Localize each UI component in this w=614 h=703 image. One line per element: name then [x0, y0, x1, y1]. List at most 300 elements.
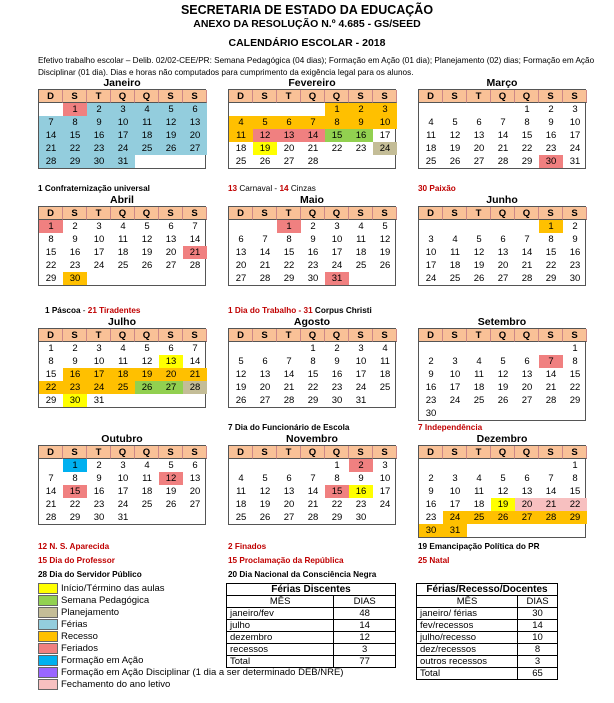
- day-cell: 25: [467, 511, 491, 524]
- month-grid: [418, 445, 586, 538]
- empty-cell: [515, 459, 539, 472]
- day-cell: 12: [141, 234, 153, 245]
- note-fev-13: 13: [228, 184, 238, 193]
- day-cell: 25: [379, 382, 391, 393]
- day-cell: 16: [545, 130, 557, 141]
- weekday-header: Q: [491, 207, 515, 220]
- day-cell: 2: [72, 221, 78, 232]
- day-cell: 18: [473, 382, 485, 393]
- day-cell: 12: [449, 130, 461, 141]
- day-cell: 16: [349, 485, 373, 498]
- day-cell: 10: [331, 234, 343, 245]
- day-cell: 18: [117, 247, 129, 258]
- note-setembro: [418, 422, 482, 433]
- day-cell: 15: [569, 486, 581, 497]
- day-cell: 30: [63, 394, 87, 407]
- row-days: 77: [334, 656, 396, 668]
- day-cell: 10: [117, 473, 129, 484]
- weekday-header: S: [183, 329, 207, 342]
- day-cell: 9: [87, 116, 111, 129]
- day-cell: 14: [301, 129, 325, 142]
- empty-cell: [301, 459, 325, 472]
- day-cell: 14: [545, 486, 557, 497]
- day-cell: 30: [355, 512, 367, 523]
- weekday-header: S: [63, 446, 87, 459]
- day-cell: 9: [72, 356, 78, 367]
- table-row: [227, 632, 396, 644]
- day-cell: 7: [301, 116, 325, 129]
- day-cell: 29: [331, 512, 343, 523]
- day-cell: 18: [449, 260, 461, 271]
- row-days: 3: [518, 656, 558, 668]
- day-cell: 7: [262, 234, 268, 245]
- day-cell: 14: [545, 369, 557, 380]
- empty-cell: [539, 342, 563, 355]
- weekday-header: S: [253, 329, 277, 342]
- day-cell: 23: [63, 381, 87, 394]
- day-cell: 17: [111, 129, 135, 142]
- day-cell: 8: [334, 473, 340, 484]
- day-cell: 6: [286, 473, 292, 484]
- day-cell: 4: [135, 103, 159, 116]
- day-cell: 5: [159, 103, 183, 116]
- day-cell: 4: [144, 460, 150, 471]
- day-cell: 5: [144, 221, 150, 232]
- weekday-header: S: [183, 207, 207, 220]
- day-cell: 26: [235, 395, 247, 406]
- day-cell: 5: [500, 473, 506, 484]
- day-cell: 8: [48, 356, 54, 367]
- day-cell: 25: [425, 156, 437, 167]
- day-cell: 28: [283, 395, 295, 406]
- day-cell: 3: [358, 343, 364, 354]
- legend-swatch: [38, 679, 58, 690]
- month-10: [228, 433, 396, 525]
- note-abr-sep: -: [80, 306, 88, 315]
- day-cell: 17: [87, 368, 111, 381]
- month-0: [38, 77, 206, 169]
- day-cell: 11: [380, 356, 390, 367]
- weekday-header: T: [467, 329, 491, 342]
- legend-label: Planejamento: [61, 606, 120, 618]
- day-cell: 3: [452, 473, 458, 484]
- day-cell: 17: [355, 369, 367, 380]
- empty-cell: [229, 459, 253, 472]
- day-cell: 26: [135, 381, 159, 394]
- weekday-header: S: [443, 329, 467, 342]
- day-cell: 23: [69, 260, 81, 271]
- day-cell: 8: [63, 116, 87, 129]
- row-days: 30: [518, 608, 558, 620]
- day-cell: 21: [545, 382, 557, 393]
- row-month: dezembro: [227, 632, 334, 644]
- day-cell: 6: [524, 356, 530, 367]
- day-cell: 12: [497, 369, 509, 380]
- intro-paragraph: Efetivo trabalho escolar – Delib. 02/02-CEE/PR: Semana Pedagógica (04 dias); Formação em Ação (01 dia); Planejamento (02) dias; Formação em Ação Disciplinar (01 dia). Dias e horas não computados para cumprimento da exigência legal para os alunos.: [38, 56, 595, 77]
- day-cell: 21: [539, 498, 563, 511]
- note-maio: [228, 305, 372, 316]
- weekday-header: S: [349, 90, 373, 103]
- weekday-header: T: [277, 329, 301, 342]
- note-mai-trabalho: 1 Dia do Trabalho - 31: [228, 306, 313, 315]
- day-cell: 11: [142, 473, 152, 484]
- day-cell: 29: [45, 273, 57, 284]
- table-row: [417, 656, 558, 668]
- row-month: recessos: [227, 644, 334, 656]
- day-cell: 18: [235, 143, 247, 154]
- weekday-header: D: [229, 207, 253, 220]
- empty-cell: [253, 103, 277, 116]
- row-days: 14: [518, 620, 558, 632]
- day-cell: 13: [165, 234, 177, 245]
- day-cell: 15: [45, 247, 57, 258]
- month-grid: [228, 206, 396, 286]
- weekday-header: S: [349, 446, 373, 459]
- day-cell: 15: [63, 485, 87, 498]
- day-cell: 12: [259, 486, 271, 497]
- day-cell: 30: [425, 408, 437, 419]
- day-cell: 5: [452, 117, 458, 128]
- day-cell: 24: [443, 511, 467, 524]
- day-cell: 22: [39, 381, 63, 394]
- weekday-header: S: [349, 329, 373, 342]
- weekday-header: S: [183, 90, 207, 103]
- day-cell: 5: [476, 234, 482, 245]
- day-cell: 26: [449, 156, 461, 167]
- legend-label: Recesso: [61, 630, 98, 642]
- table-row: [417, 620, 558, 632]
- day-cell: 21: [183, 246, 207, 259]
- day-cell: 14: [189, 356, 201, 367]
- day-cell: 14: [39, 129, 63, 142]
- day-cell: 20: [165, 247, 177, 258]
- note-novembro-1: [228, 541, 266, 552]
- weekday-header: Q: [325, 446, 349, 459]
- weekday-header: D: [419, 207, 443, 220]
- row-month: Total: [417, 668, 518, 680]
- day-cell: 17: [379, 486, 391, 497]
- day-cell: 11: [118, 356, 128, 367]
- empty-cell: [229, 342, 253, 355]
- empty-cell: [277, 342, 301, 355]
- day-cell: 26: [497, 395, 509, 406]
- note-out-servidor: 28 Dia do Servidor Público: [38, 570, 142, 579]
- day-cell: 1: [539, 220, 563, 233]
- day-cell: 3: [572, 104, 578, 115]
- day-cell: 4: [428, 117, 434, 128]
- legend-swatch: [38, 655, 58, 666]
- month-title: Junho: [486, 194, 518, 206]
- empty-cell: [443, 103, 467, 116]
- legend-swatch: [38, 583, 58, 594]
- day-cell: 10: [355, 356, 367, 367]
- weekday-header: S: [563, 207, 587, 220]
- day-cell: 19: [235, 382, 247, 393]
- day-cell: 25: [235, 512, 247, 523]
- day-cell: 16: [425, 499, 437, 510]
- row-days: 65: [518, 668, 558, 680]
- month-8: [418, 316, 586, 421]
- day-cell: 2: [96, 460, 102, 471]
- day-cell: 27: [497, 273, 509, 284]
- day-cell: 25: [449, 273, 461, 284]
- empty-cell: [419, 103, 443, 116]
- day-cell: 23: [307, 260, 319, 271]
- month-grid: [38, 445, 206, 525]
- month-9: [38, 433, 206, 525]
- weekday-header: S: [183, 446, 207, 459]
- day-cell: 21: [45, 499, 57, 510]
- note-abr-tiradentes: 21 Tiradentes: [87, 306, 141, 315]
- day-cell: 21: [259, 260, 271, 271]
- note-fev-14: 14: [279, 184, 289, 193]
- day-cell: 20: [183, 129, 207, 142]
- weekday-header: S: [63, 329, 87, 342]
- day-cell: 21: [39, 142, 63, 155]
- month-6: [38, 316, 206, 408]
- day-cell: 10: [93, 234, 105, 245]
- day-cell: 15: [325, 485, 349, 498]
- empty-cell: [277, 459, 301, 472]
- weekday-header: Q: [111, 207, 135, 220]
- note-outubro-2: [38, 555, 115, 566]
- legend-swatch: [38, 643, 58, 654]
- day-cell: 15: [325, 129, 349, 142]
- day-cell: 6: [238, 234, 244, 245]
- day-cell: 20: [235, 260, 247, 271]
- day-cell: 3: [96, 221, 102, 232]
- day-cell: 31: [355, 395, 367, 406]
- day-cell: 3: [428, 234, 434, 245]
- day-cell: 1: [524, 104, 530, 115]
- day-cell: 18: [355, 247, 367, 258]
- day-cell: 6: [168, 221, 174, 232]
- month-title: Outubro: [101, 433, 143, 445]
- month-title: Setembro: [477, 316, 527, 328]
- day-cell: 30: [63, 272, 87, 285]
- day-cell: 24: [373, 142, 397, 155]
- weekday-header: S: [373, 446, 397, 459]
- day-cell: 24: [355, 382, 367, 393]
- day-cell: 1: [48, 343, 54, 354]
- month-title: Janeiro: [103, 77, 141, 89]
- weekday-header: Q: [325, 90, 349, 103]
- discentes-title: Férias Discentes: [227, 584, 396, 596]
- month-4: [228, 194, 396, 286]
- legend-label: Formação em Ação Disciplinar (1 dia a ser determinado DEB/NRE): [61, 666, 344, 678]
- empty-cell: [253, 342, 277, 355]
- day-cell: 22: [307, 382, 319, 393]
- note-out-professor: 15 Dia do Professor: [38, 556, 115, 565]
- empty-cell: [229, 220, 253, 233]
- day-cell: 6: [168, 343, 174, 354]
- day-cell: 14: [307, 486, 319, 497]
- row-month: outros recessos: [417, 656, 518, 668]
- day-cell: 19: [159, 129, 183, 142]
- day-cell: 28: [45, 512, 57, 523]
- day-cell: 12: [235, 369, 247, 380]
- month-grid: [418, 328, 586, 421]
- note-outubro-3: [38, 569, 142, 580]
- day-cell: 3: [120, 460, 126, 471]
- day-cell: 27: [283, 512, 295, 523]
- day-cell: 13: [283, 486, 295, 497]
- day-cell: 2: [548, 104, 554, 115]
- empty-cell: [491, 459, 515, 472]
- weekday-header: S: [63, 207, 87, 220]
- day-cell: 16: [569, 247, 581, 258]
- note-fevereiro: [228, 183, 316, 194]
- day-cell: 2: [349, 103, 373, 116]
- empty-cell: [515, 342, 539, 355]
- day-cell: 17: [117, 486, 129, 497]
- note-dezembro-2: [418, 555, 449, 566]
- day-cell: 18: [425, 143, 437, 154]
- day-cell: 15: [45, 369, 57, 380]
- weekday-header: D: [229, 446, 253, 459]
- day-cell: 10: [111, 116, 135, 129]
- empty-cell: [491, 220, 515, 233]
- day-cell: 6: [524, 473, 530, 484]
- day-cell: 29: [569, 395, 581, 406]
- weekday-header: S: [159, 446, 183, 459]
- day-cell: 17: [379, 130, 391, 141]
- day-cell: 20: [259, 382, 271, 393]
- day-cell: 18: [141, 486, 153, 497]
- table-row: [417, 644, 558, 656]
- day-cell: 13: [183, 116, 207, 129]
- row-days: 48: [334, 608, 396, 620]
- day-cell: 11: [236, 486, 246, 497]
- day-cell: 20: [521, 382, 533, 393]
- day-cell: 31: [117, 512, 129, 523]
- row-month: julho/recesso: [417, 632, 518, 644]
- day-cell: 7: [310, 473, 316, 484]
- day-cell: 11: [356, 234, 366, 245]
- day-cell: 29: [563, 511, 587, 524]
- day-cell: 8: [572, 356, 578, 367]
- day-cell: 22: [521, 143, 533, 154]
- ferias-docentes-table: [416, 583, 558, 680]
- month-title: Março: [486, 77, 518, 89]
- day-cell: 3: [373, 103, 397, 116]
- note-set-text: 7 Independência: [418, 423, 483, 432]
- day-cell: 13: [189, 473, 201, 484]
- note-ago-text: 7 Dia do Funcionário de Escola: [228, 423, 350, 432]
- empty-cell: [467, 103, 491, 116]
- day-cell: 1: [310, 343, 316, 354]
- day-cell: 22: [45, 260, 57, 271]
- day-cell: 20: [515, 498, 539, 511]
- note-nov-finados: 2 Finados: [228, 542, 267, 551]
- weekday-header: Q: [135, 207, 159, 220]
- day-cell: 12: [253, 129, 277, 142]
- day-cell: 24: [93, 260, 105, 271]
- weekday-header: Q: [491, 446, 515, 459]
- day-cell: 17: [569, 130, 581, 141]
- day-cell: 11: [118, 234, 128, 245]
- day-cell: 7: [39, 116, 63, 129]
- table-row: [227, 656, 396, 668]
- day-cell: 29: [307, 395, 319, 406]
- day-cell: 1: [63, 459, 87, 472]
- month-grid: [228, 89, 396, 169]
- day-cell: 17: [425, 260, 437, 271]
- day-cell: 19: [491, 498, 515, 511]
- day-cell: 5: [144, 343, 150, 354]
- day-cell: 25: [235, 156, 247, 167]
- day-cell: 19: [165, 486, 177, 497]
- day-cell: 23: [569, 260, 581, 271]
- day-cell: 14: [521, 247, 533, 258]
- weekday-header: S: [539, 207, 563, 220]
- day-cell: 14: [497, 130, 509, 141]
- day-cell: 26: [165, 499, 177, 510]
- day-cell: 5: [253, 116, 277, 129]
- day-cell: 6: [500, 234, 506, 245]
- day-cell: 28: [189, 260, 201, 271]
- day-cell: 2: [428, 356, 434, 367]
- discentes-col-mes: MÊS: [227, 596, 334, 608]
- day-cell: 29: [69, 512, 81, 523]
- day-cell: 7: [539, 355, 563, 368]
- day-cell: 28: [259, 273, 271, 284]
- day-cell: 13: [277, 129, 301, 142]
- day-cell: 17: [93, 247, 105, 258]
- day-cell: 19: [449, 143, 461, 154]
- day-cell: 9: [349, 116, 373, 129]
- legend-label: Semana Pedagógica: [61, 594, 150, 606]
- day-cell: 31: [443, 524, 467, 537]
- day-cell: 3: [111, 103, 135, 116]
- day-cell: 26: [259, 156, 271, 167]
- day-cell: 4: [120, 221, 126, 232]
- day-cell: 27: [259, 395, 271, 406]
- day-cell: 1: [63, 103, 87, 116]
- day-cell: 31: [111, 155, 135, 168]
- day-cell: 24: [111, 142, 135, 155]
- table-row: [227, 620, 396, 632]
- legend-label: Início/Término das aulas: [61, 582, 165, 594]
- weekday-header: S: [563, 446, 587, 459]
- day-cell: 22: [331, 499, 343, 510]
- day-cell: 24: [117, 499, 129, 510]
- day-cell: 26: [141, 260, 153, 271]
- day-cell: 11: [426, 130, 436, 141]
- weekday-header: T: [467, 90, 491, 103]
- month-title: Maio: [300, 194, 324, 206]
- weekday-header: Q: [515, 90, 539, 103]
- day-cell: 11: [474, 369, 484, 380]
- day-cell: 22: [283, 260, 295, 271]
- day-cell: 16: [331, 369, 343, 380]
- day-cell: 20: [283, 143, 295, 154]
- day-cell: 21: [307, 499, 319, 510]
- empty-cell: [277, 103, 301, 116]
- day-cell: 29: [45, 395, 57, 406]
- day-cell: 2: [72, 343, 78, 354]
- empty-cell: [443, 220, 467, 233]
- note-out-aparecida: 12 N. S. Aparecida: [38, 542, 110, 551]
- day-cell: 15: [63, 129, 87, 142]
- empty-cell: [253, 459, 277, 472]
- day-cell: 13: [497, 247, 509, 258]
- day-cell: 9: [96, 473, 102, 484]
- day-cell: 26: [491, 511, 515, 524]
- weekday-header: S: [63, 90, 87, 103]
- day-cell: 8: [72, 473, 78, 484]
- day-cell: 27: [235, 273, 247, 284]
